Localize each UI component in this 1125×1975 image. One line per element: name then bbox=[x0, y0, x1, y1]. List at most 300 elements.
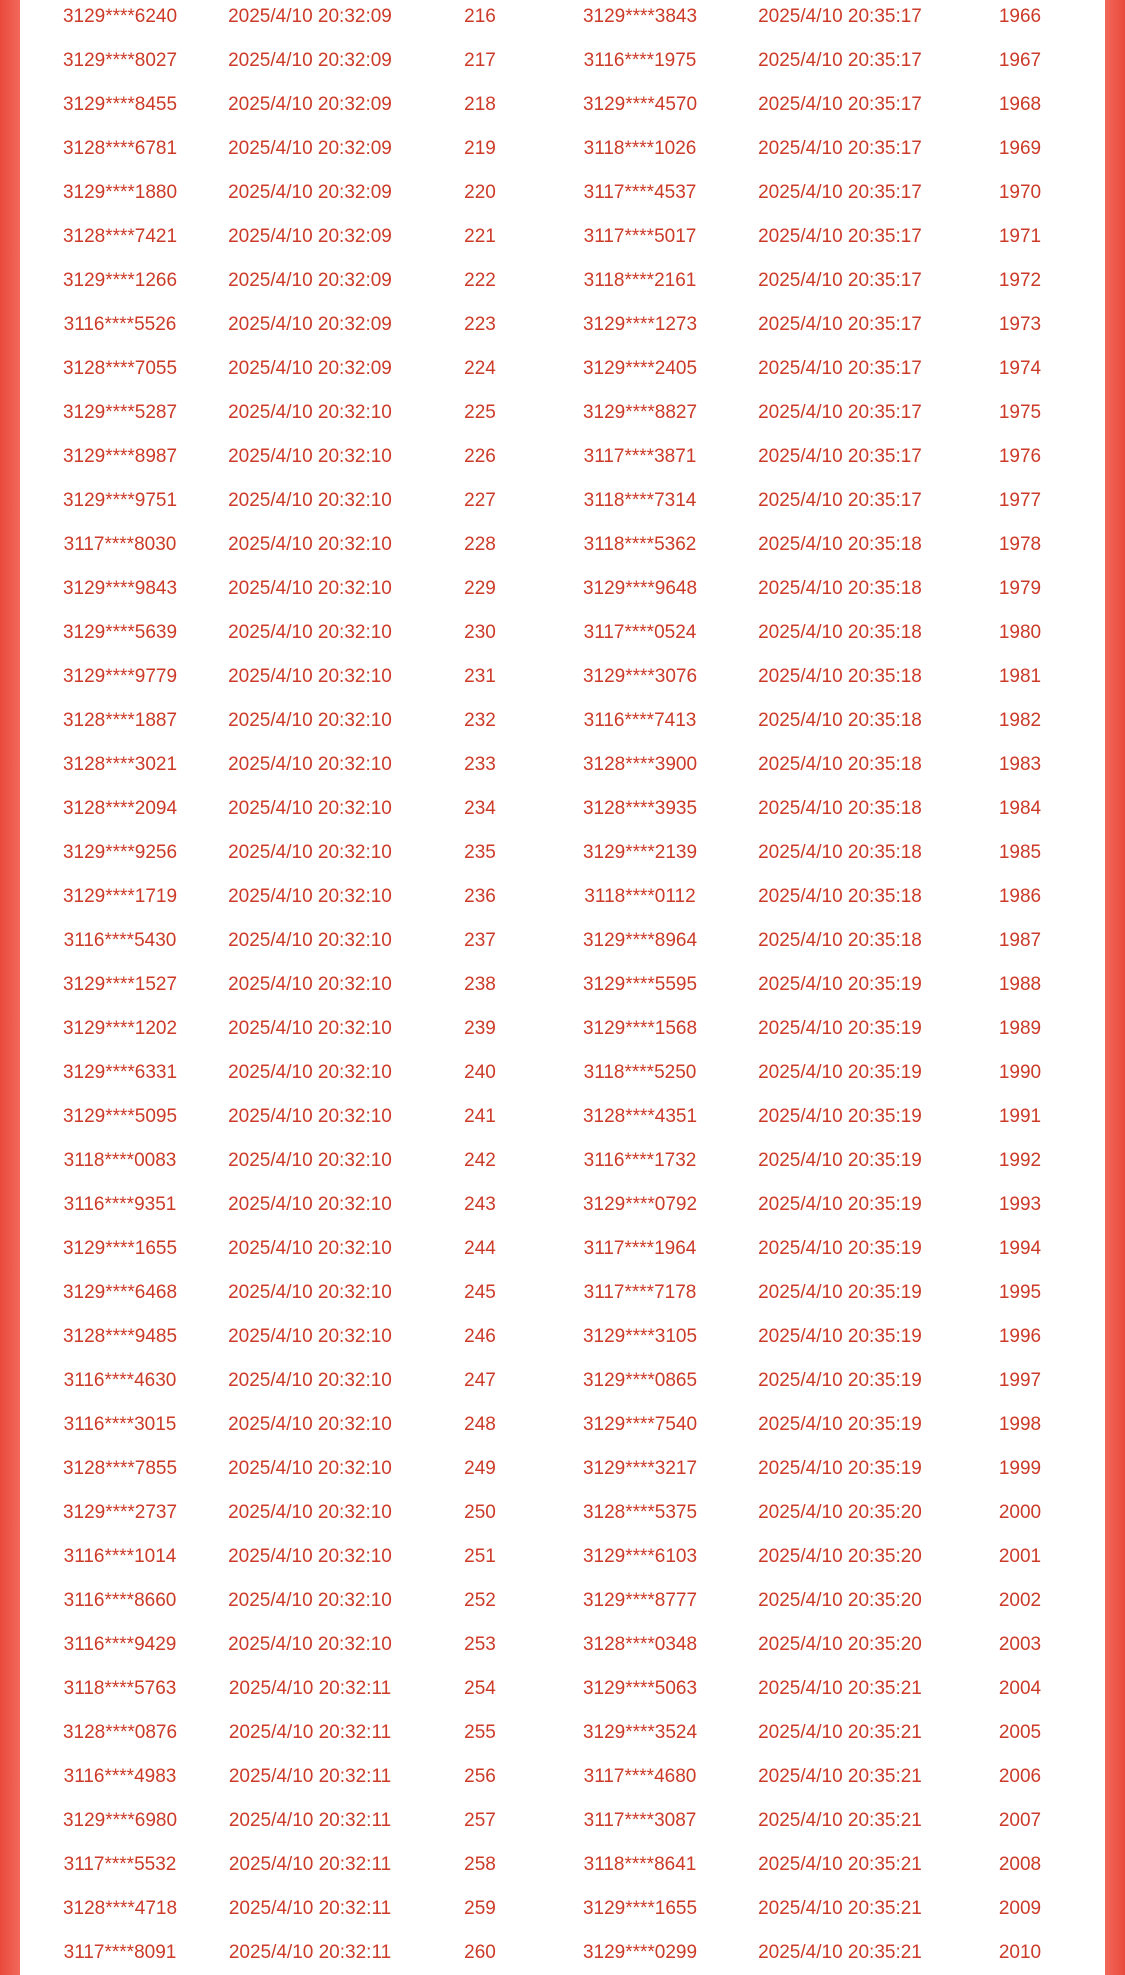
left-time-cell: 2025/4/10 20:32:10 bbox=[228, 1326, 392, 1347]
left-id-cell: 3116****3015 bbox=[63, 1414, 177, 1435]
right-rank-cell: 1976 bbox=[998, 446, 1042, 467]
left-time-cell: 2025/4/10 20:32:10 bbox=[228, 622, 392, 643]
table-row bbox=[20, 1496, 1105, 1540]
left-id-cell: 3129****5095 bbox=[62, 1106, 178, 1127]
table-row bbox=[20, 1936, 1105, 1975]
right-rank-cell: 2005 bbox=[998, 1722, 1042, 1743]
left-rank-cell: 220 bbox=[464, 182, 496, 203]
right-id-cell: 3116****1975 bbox=[583, 50, 697, 71]
right-rank-cell: 1990 bbox=[998, 1062, 1042, 1083]
left-rank-cell: 224 bbox=[464, 358, 496, 379]
right-frame bbox=[1105, 0, 1125, 1975]
right-id-cell: 3129****9648 bbox=[582, 578, 698, 599]
table-row bbox=[20, 1452, 1105, 1496]
right-id-cell: 3129****8777 bbox=[582, 1590, 698, 1611]
right-time-cell: 2025/4/10 20:35:17 bbox=[758, 138, 922, 159]
table-row bbox=[20, 1716, 1105, 1760]
left-time-cell: 2025/4/10 20:32:10 bbox=[228, 754, 392, 775]
right-id-cell: 3129****2405 bbox=[582, 358, 698, 379]
left-time-cell: 2025/4/10 20:32:10 bbox=[228, 842, 392, 863]
right-time-cell: 2025/4/10 20:35:17 bbox=[758, 446, 922, 467]
right-id-cell: 3129****1655 bbox=[582, 1898, 698, 1919]
right-id-cell: 3128****3935 bbox=[582, 798, 698, 819]
right-rank-cell: 1980 bbox=[998, 622, 1042, 643]
table-row bbox=[20, 748, 1105, 792]
left-id-cell: 3129****8987 bbox=[62, 446, 178, 467]
right-rank-cell: 1996 bbox=[998, 1326, 1042, 1347]
right-rank-cell: 1999 bbox=[998, 1458, 1042, 1479]
left-time-cell: 2025/4/10 20:32:10 bbox=[228, 710, 392, 731]
right-time-cell: 2025/4/10 20:35:20 bbox=[758, 1634, 922, 1655]
right-id-cell: 3118****5250 bbox=[583, 1062, 697, 1083]
left-id-cell: 3129****9843 bbox=[62, 578, 178, 599]
left-id-cell: 3116****8660 bbox=[63, 1590, 177, 1611]
left-id-cell: 3129****9779 bbox=[62, 666, 178, 687]
left-time-cell: 2025/4/10 20:32:10 bbox=[228, 1106, 392, 1127]
table-row bbox=[20, 1100, 1105, 1144]
right-time-cell: 2025/4/10 20:35:17 bbox=[758, 270, 922, 291]
left-time-cell: 2025/4/10 20:32:10 bbox=[228, 1546, 392, 1567]
right-time-cell: 2025/4/10 20:35:19 bbox=[758, 1238, 922, 1259]
left-time-cell: 2025/4/10 20:32:10 bbox=[228, 1062, 392, 1083]
left-rank-cell: 239 bbox=[464, 1018, 496, 1039]
right-rank-cell: 2000 bbox=[998, 1502, 1042, 1523]
right-rank-cell: 2010 bbox=[998, 1942, 1042, 1963]
left-id-cell: 3116****4983 bbox=[63, 1766, 177, 1787]
right-rank-cell: 1968 bbox=[998, 94, 1042, 115]
left-id-cell: 3129****8455 bbox=[62, 94, 178, 115]
right-time-cell: 2025/4/10 20:35:18 bbox=[758, 754, 922, 775]
left-time-cell: 2025/4/10 20:32:10 bbox=[228, 1370, 392, 1391]
left-rank-cell: 229 bbox=[464, 578, 496, 599]
record-table bbox=[20, 0, 1105, 1975]
right-time-cell: 2025/4/10 20:35:17 bbox=[758, 402, 922, 423]
left-id-cell: 3129****6240 bbox=[62, 6, 178, 27]
left-rank-cell: 248 bbox=[464, 1414, 496, 1435]
table-row bbox=[20, 616, 1105, 660]
right-rank-cell: 2007 bbox=[998, 1810, 1042, 1831]
left-rank-cell: 260 bbox=[464, 1942, 496, 1963]
left-id-cell: 3116****4630 bbox=[63, 1370, 177, 1391]
right-id-cell: 3129****2139 bbox=[582, 842, 698, 863]
left-rank-cell: 233 bbox=[464, 754, 496, 775]
left-rank-cell: 245 bbox=[464, 1282, 496, 1303]
right-rank-cell: 1972 bbox=[998, 270, 1042, 291]
right-rank-cell: 2002 bbox=[998, 1590, 1042, 1611]
table-row bbox=[20, 440, 1105, 484]
left-rank-cell: 252 bbox=[464, 1590, 496, 1611]
table-row bbox=[20, 1672, 1105, 1716]
left-time-cell: 2025/4/10 20:32:10 bbox=[228, 798, 392, 819]
table-row bbox=[20, 528, 1105, 572]
left-id-cell: 3129****6468 bbox=[62, 1282, 178, 1303]
right-rank-cell: 1998 bbox=[998, 1414, 1042, 1435]
left-id-cell: 3129****6331 bbox=[62, 1062, 178, 1083]
right-time-cell: 2025/4/10 20:35:18 bbox=[758, 622, 922, 643]
right-id-cell: 3117****7178 bbox=[583, 1282, 697, 1303]
left-rank-cell: 241 bbox=[464, 1106, 496, 1127]
table-row bbox=[20, 1760, 1105, 1804]
left-id-cell: 3116****1014 bbox=[63, 1546, 177, 1567]
left-rank-cell: 223 bbox=[464, 314, 496, 335]
left-rank-cell: 225 bbox=[464, 402, 496, 423]
right-time-cell: 2025/4/10 20:35:17 bbox=[758, 314, 922, 335]
left-rank-cell: 221 bbox=[464, 226, 496, 247]
table-row bbox=[20, 1364, 1105, 1408]
table-row bbox=[20, 1408, 1105, 1452]
right-time-cell: 2025/4/10 20:35:21 bbox=[758, 1898, 922, 1919]
right-time-cell: 2025/4/10 20:35:18 bbox=[758, 842, 922, 863]
left-rank-cell: 251 bbox=[464, 1546, 496, 1567]
left-rank-cell: 243 bbox=[464, 1194, 496, 1215]
right-time-cell: 2025/4/10 20:35:17 bbox=[758, 6, 922, 27]
left-id-cell: 3129****1202 bbox=[62, 1018, 178, 1039]
left-id-cell: 3129****9256 bbox=[62, 842, 178, 863]
table-row bbox=[20, 352, 1105, 396]
right-rank-cell: 1989 bbox=[998, 1018, 1042, 1039]
right-rank-cell: 2006 bbox=[998, 1766, 1042, 1787]
left-time-cell: 2025/4/10 20:32:10 bbox=[228, 578, 392, 599]
right-time-cell: 2025/4/10 20:35:19 bbox=[758, 1194, 922, 1215]
table-row bbox=[20, 792, 1105, 836]
right-time-cell: 2025/4/10 20:35:18 bbox=[758, 798, 922, 819]
right-time-cell: 2025/4/10 20:35:17 bbox=[758, 358, 922, 379]
table-row bbox=[20, 968, 1105, 1012]
table-row bbox=[20, 1012, 1105, 1056]
left-rank-cell: 258 bbox=[464, 1854, 496, 1875]
right-time-cell: 2025/4/10 20:35:19 bbox=[758, 1150, 922, 1171]
right-rank-cell: 1969 bbox=[998, 138, 1042, 159]
right-id-cell: 3128****0348 bbox=[582, 1634, 698, 1655]
right-id-cell: 3129****3524 bbox=[582, 1722, 698, 1743]
left-id-cell: 3128****0876 bbox=[62, 1722, 178, 1743]
table-row bbox=[20, 176, 1105, 220]
right-time-cell: 2025/4/10 20:35:19 bbox=[758, 1106, 922, 1127]
left-time-cell: 2025/4/10 20:32:11 bbox=[228, 1810, 392, 1831]
right-id-cell: 3128****5375 bbox=[582, 1502, 698, 1523]
table-row bbox=[20, 0, 1105, 44]
left-id-cell: 3129****1655 bbox=[62, 1238, 178, 1259]
table-row bbox=[20, 44, 1105, 88]
right-id-cell: 3117****3871 bbox=[583, 446, 697, 467]
right-rank-cell: 1966 bbox=[998, 6, 1042, 27]
right-id-cell: 3129****4570 bbox=[582, 94, 698, 115]
table-row bbox=[20, 1628, 1105, 1672]
right-id-cell: 3129****1273 bbox=[582, 314, 698, 335]
right-id-cell: 3116****7413 bbox=[583, 710, 697, 731]
left-rank-cell: 250 bbox=[464, 1502, 496, 1523]
table-row bbox=[20, 704, 1105, 748]
right-time-cell: 2025/4/10 20:35:21 bbox=[758, 1810, 922, 1831]
right-rank-cell: 1975 bbox=[998, 402, 1042, 423]
table-row bbox=[20, 1188, 1105, 1232]
left-rank-cell: 232 bbox=[464, 710, 496, 731]
right-time-cell: 2025/4/10 20:35:21 bbox=[758, 1766, 922, 1787]
left-time-cell: 2025/4/10 20:32:09 bbox=[228, 270, 392, 291]
table-row bbox=[20, 836, 1105, 880]
right-rank-cell: 1994 bbox=[998, 1238, 1042, 1259]
right-rank-cell: 1985 bbox=[998, 842, 1042, 863]
left-time-cell: 2025/4/10 20:32:10 bbox=[228, 1414, 392, 1435]
right-time-cell: 2025/4/10 20:35:19 bbox=[758, 1018, 922, 1039]
right-id-cell: 3129****3105 bbox=[582, 1326, 698, 1347]
left-id-cell: 3118****5763 bbox=[63, 1678, 177, 1699]
right-id-cell: 3129****5063 bbox=[582, 1678, 698, 1699]
right-rank-cell: 1971 bbox=[998, 226, 1042, 247]
right-time-cell: 2025/4/10 20:35:19 bbox=[758, 1414, 922, 1435]
left-id-cell: 3129****6980 bbox=[62, 1810, 178, 1831]
left-rank-cell: 255 bbox=[464, 1722, 496, 1743]
left-time-cell: 2025/4/10 20:32:10 bbox=[228, 1238, 392, 1259]
left-id-cell: 3129****1880 bbox=[62, 182, 178, 203]
left-id-cell: 3117****5532 bbox=[63, 1854, 177, 1875]
left-time-cell: 2025/4/10 20:32:09 bbox=[228, 182, 392, 203]
left-id-cell: 3128****1887 bbox=[62, 710, 178, 731]
right-id-cell: 3129****5595 bbox=[582, 974, 698, 995]
left-time-cell: 2025/4/10 20:32:11 bbox=[228, 1942, 392, 1963]
right-time-cell: 2025/4/10 20:35:18 bbox=[758, 930, 922, 951]
left-time-cell: 2025/4/10 20:32:11 bbox=[228, 1854, 392, 1875]
record-sheet bbox=[20, 0, 1105, 1975]
right-id-cell: 3118****8641 bbox=[583, 1854, 697, 1875]
left-id-cell: 3129****2737 bbox=[62, 1502, 178, 1523]
left-id-cell: 3128****2094 bbox=[62, 798, 178, 819]
left-id-cell: 3116****9429 bbox=[63, 1634, 177, 1655]
right-id-cell: 3129****8827 bbox=[582, 402, 698, 423]
left-rank-cell: 242 bbox=[464, 1150, 496, 1171]
right-rank-cell: 1977 bbox=[998, 490, 1042, 511]
right-id-cell: 3117****4537 bbox=[583, 182, 697, 203]
table-row bbox=[20, 1144, 1105, 1188]
left-rank-cell: 227 bbox=[464, 490, 496, 511]
left-time-cell: 2025/4/10 20:32:10 bbox=[228, 402, 392, 423]
table-row bbox=[20, 880, 1105, 924]
left-id-cell: 3116****5430 bbox=[63, 930, 177, 951]
left-rank-cell: 216 bbox=[464, 6, 496, 27]
left-id-cell: 3118****0083 bbox=[63, 1150, 177, 1171]
left-time-cell: 2025/4/10 20:32:10 bbox=[228, 974, 392, 995]
left-id-cell: 3128****6781 bbox=[62, 138, 178, 159]
left-time-cell: 2025/4/10 20:32:10 bbox=[228, 886, 392, 907]
right-rank-cell: 1986 bbox=[998, 886, 1042, 907]
right-rank-cell: 1983 bbox=[998, 754, 1042, 775]
right-time-cell: 2025/4/10 20:35:20 bbox=[758, 1590, 922, 1611]
left-rank-cell: 228 bbox=[464, 534, 496, 555]
table-row bbox=[20, 1056, 1105, 1100]
left-time-cell: 2025/4/10 20:32:09 bbox=[228, 226, 392, 247]
left-rank-cell: 254 bbox=[464, 1678, 496, 1699]
left-time-cell: 2025/4/10 20:32:09 bbox=[228, 6, 392, 27]
right-id-cell: 3116****1732 bbox=[583, 1150, 697, 1171]
table-row bbox=[20, 484, 1105, 528]
left-time-cell: 2025/4/10 20:32:11 bbox=[228, 1678, 392, 1699]
right-id-cell: 3129****0299 bbox=[582, 1942, 698, 1963]
right-id-cell: 3118****7314 bbox=[583, 490, 697, 511]
right-time-cell: 2025/4/10 20:35:21 bbox=[758, 1722, 922, 1743]
left-rank-cell: 226 bbox=[464, 446, 496, 467]
table-row bbox=[20, 1804, 1105, 1848]
right-rank-cell: 1992 bbox=[998, 1150, 1042, 1171]
right-rank-cell: 1997 bbox=[998, 1370, 1042, 1391]
left-time-cell: 2025/4/10 20:32:11 bbox=[228, 1898, 392, 1919]
right-id-cell: 3129****6103 bbox=[582, 1546, 698, 1567]
left-time-cell: 2025/4/10 20:32:10 bbox=[228, 1282, 392, 1303]
left-rank-cell: 249 bbox=[464, 1458, 496, 1479]
left-time-cell: 2025/4/10 20:32:10 bbox=[228, 534, 392, 555]
right-rank-cell: 1995 bbox=[998, 1282, 1042, 1303]
left-time-cell: 2025/4/10 20:32:11 bbox=[228, 1766, 392, 1787]
right-rank-cell: 1979 bbox=[998, 578, 1042, 599]
right-time-cell: 2025/4/10 20:35:21 bbox=[758, 1942, 922, 1963]
table-row bbox=[20, 1276, 1105, 1320]
right-time-cell: 2025/4/10 20:35:18 bbox=[758, 710, 922, 731]
right-id-cell: 3129****3217 bbox=[582, 1458, 698, 1479]
right-time-cell: 2025/4/10 20:35:18 bbox=[758, 666, 922, 687]
right-time-cell: 2025/4/10 20:35:17 bbox=[758, 490, 922, 511]
left-time-cell: 2025/4/10 20:32:11 bbox=[228, 1722, 392, 1743]
left-rank-cell: 257 bbox=[464, 1810, 496, 1831]
left-id-cell: 3129****9751 bbox=[62, 490, 178, 511]
left-time-cell: 2025/4/10 20:32:10 bbox=[228, 1018, 392, 1039]
right-id-cell: 3129****1568 bbox=[582, 1018, 698, 1039]
left-rank-cell: 253 bbox=[464, 1634, 496, 1655]
left-rank-cell: 240 bbox=[464, 1062, 496, 1083]
left-time-cell: 2025/4/10 20:32:10 bbox=[228, 666, 392, 687]
right-time-cell: 2025/4/10 20:35:19 bbox=[758, 974, 922, 995]
right-rank-cell: 1974 bbox=[998, 358, 1042, 379]
left-id-cell: 3129****5639 bbox=[62, 622, 178, 643]
left-time-cell: 2025/4/10 20:32:09 bbox=[228, 358, 392, 379]
right-id-cell: 3118****0112 bbox=[584, 886, 696, 907]
right-time-cell: 2025/4/10 20:35:19 bbox=[758, 1458, 922, 1479]
left-id-cell: 3129****1719 bbox=[62, 886, 178, 907]
left-rank-cell: 217 bbox=[464, 50, 496, 71]
table-row bbox=[20, 924, 1105, 968]
right-rank-cell: 2004 bbox=[998, 1678, 1042, 1699]
right-rank-cell: 2008 bbox=[998, 1854, 1042, 1875]
table-row bbox=[20, 1232, 1105, 1276]
right-time-cell: 2025/4/10 20:35:20 bbox=[758, 1546, 922, 1567]
right-id-cell: 3118****5362 bbox=[583, 534, 697, 555]
table-row bbox=[20, 1540, 1105, 1584]
left-time-cell: 2025/4/10 20:32:10 bbox=[228, 490, 392, 511]
right-rank-cell: 1973 bbox=[998, 314, 1042, 335]
right-rank-cell: 2009 bbox=[998, 1898, 1042, 1919]
left-id-cell: 3129****1527 bbox=[62, 974, 178, 995]
right-id-cell: 3129****7540 bbox=[582, 1414, 698, 1435]
right-id-cell: 3117****5017 bbox=[583, 226, 697, 247]
right-time-cell: 2025/4/10 20:35:17 bbox=[758, 50, 922, 71]
left-id-cell: 3116****5526 bbox=[63, 314, 177, 335]
right-id-cell: 3117****4680 bbox=[583, 1766, 697, 1787]
left-time-cell: 2025/4/10 20:32:09 bbox=[228, 138, 392, 159]
right-id-cell: 3117****0524 bbox=[583, 622, 697, 643]
right-rank-cell: 1982 bbox=[998, 710, 1042, 731]
left-rank-cell: 244 bbox=[464, 1238, 496, 1259]
table-row bbox=[20, 1584, 1105, 1628]
table-row bbox=[20, 264, 1105, 308]
table-row bbox=[20, 1320, 1105, 1364]
left-rank-cell: 234 bbox=[464, 798, 496, 819]
right-rank-cell: 1978 bbox=[998, 534, 1042, 555]
left-rank-cell: 231 bbox=[464, 666, 496, 687]
right-id-cell: 3118****2161 bbox=[583, 270, 697, 291]
right-id-cell: 3129****0865 bbox=[582, 1370, 698, 1391]
left-rank-cell: 246 bbox=[464, 1326, 496, 1347]
left-id-cell: 3128****3021 bbox=[62, 754, 178, 775]
left-rank-cell: 247 bbox=[464, 1370, 496, 1391]
left-id-cell: 3129****1266 bbox=[62, 270, 178, 291]
left-time-cell: 2025/4/10 20:32:10 bbox=[228, 930, 392, 951]
table-row bbox=[20, 572, 1105, 616]
left-rank-cell: 259 bbox=[464, 1898, 496, 1919]
right-rank-cell: 1967 bbox=[998, 50, 1042, 71]
left-id-cell: 3128****9485 bbox=[62, 1326, 178, 1347]
left-rank-cell: 256 bbox=[464, 1766, 496, 1787]
left-rank-cell: 222 bbox=[464, 270, 496, 291]
right-time-cell: 2025/4/10 20:35:19 bbox=[758, 1370, 922, 1391]
left-time-cell: 2025/4/10 20:32:10 bbox=[228, 1634, 392, 1655]
right-rank-cell: 2003 bbox=[998, 1634, 1042, 1655]
right-rank-cell: 1991 bbox=[998, 1106, 1042, 1127]
right-rank-cell: 1970 bbox=[998, 182, 1042, 203]
right-id-cell: 3129****8964 bbox=[582, 930, 698, 951]
right-time-cell: 2025/4/10 20:35:18 bbox=[758, 534, 922, 555]
right-rank-cell: 1993 bbox=[998, 1194, 1042, 1215]
right-rank-cell: 1981 bbox=[998, 666, 1042, 687]
right-time-cell: 2025/4/10 20:35:19 bbox=[758, 1282, 922, 1303]
left-time-cell: 2025/4/10 20:32:10 bbox=[228, 1502, 392, 1523]
left-time-cell: 2025/4/10 20:32:10 bbox=[228, 446, 392, 467]
right-time-cell: 2025/4/10 20:35:20 bbox=[758, 1502, 922, 1523]
left-time-cell: 2025/4/10 20:32:09 bbox=[228, 94, 392, 115]
left-time-cell: 2025/4/10 20:32:10 bbox=[228, 1590, 392, 1611]
right-id-cell: 3128****3900 bbox=[582, 754, 698, 775]
right-id-cell: 3129****0792 bbox=[582, 1194, 698, 1215]
left-time-cell: 2025/4/10 20:32:09 bbox=[228, 314, 392, 335]
right-rank-cell: 2001 bbox=[998, 1546, 1042, 1567]
left-rank-cell: 230 bbox=[464, 622, 496, 643]
left-id-cell: 3128****4718 bbox=[62, 1898, 178, 1919]
left-id-cell: 3128****7421 bbox=[62, 226, 178, 247]
left-id-cell: 3116****9351 bbox=[63, 1194, 177, 1215]
left-id-cell: 3129****8027 bbox=[62, 50, 178, 71]
table-row bbox=[20, 396, 1105, 440]
left-time-cell: 2025/4/10 20:32:10 bbox=[228, 1150, 392, 1171]
left-id-cell: 3117****8030 bbox=[63, 534, 177, 555]
left-id-cell: 3129****5287 bbox=[62, 402, 178, 423]
right-id-cell: 3128****4351 bbox=[582, 1106, 698, 1127]
right-time-cell: 2025/4/10 20:35:19 bbox=[758, 1062, 922, 1083]
right-time-cell: 2025/4/10 20:35:21 bbox=[758, 1854, 922, 1875]
table-row bbox=[20, 220, 1105, 264]
left-rank-cell: 237 bbox=[464, 930, 496, 951]
left-time-cell: 2025/4/10 20:32:09 bbox=[228, 50, 392, 71]
left-rank-cell: 236 bbox=[464, 886, 496, 907]
table-row bbox=[20, 88, 1105, 132]
right-time-cell: 2025/4/10 20:35:17 bbox=[758, 182, 922, 203]
table-row bbox=[20, 1848, 1105, 1892]
right-id-cell: 3129****3843 bbox=[582, 6, 698, 27]
left-id-cell: 3117****8091 bbox=[63, 1942, 177, 1963]
right-id-cell: 3129****3076 bbox=[582, 666, 698, 687]
table-row bbox=[20, 308, 1105, 352]
right-time-cell: 2025/4/10 20:35:17 bbox=[758, 94, 922, 115]
left-frame bbox=[0, 0, 20, 1975]
left-rank-cell: 219 bbox=[464, 138, 496, 159]
left-rank-cell: 218 bbox=[464, 94, 496, 115]
left-id-cell: 3128****7055 bbox=[62, 358, 178, 379]
